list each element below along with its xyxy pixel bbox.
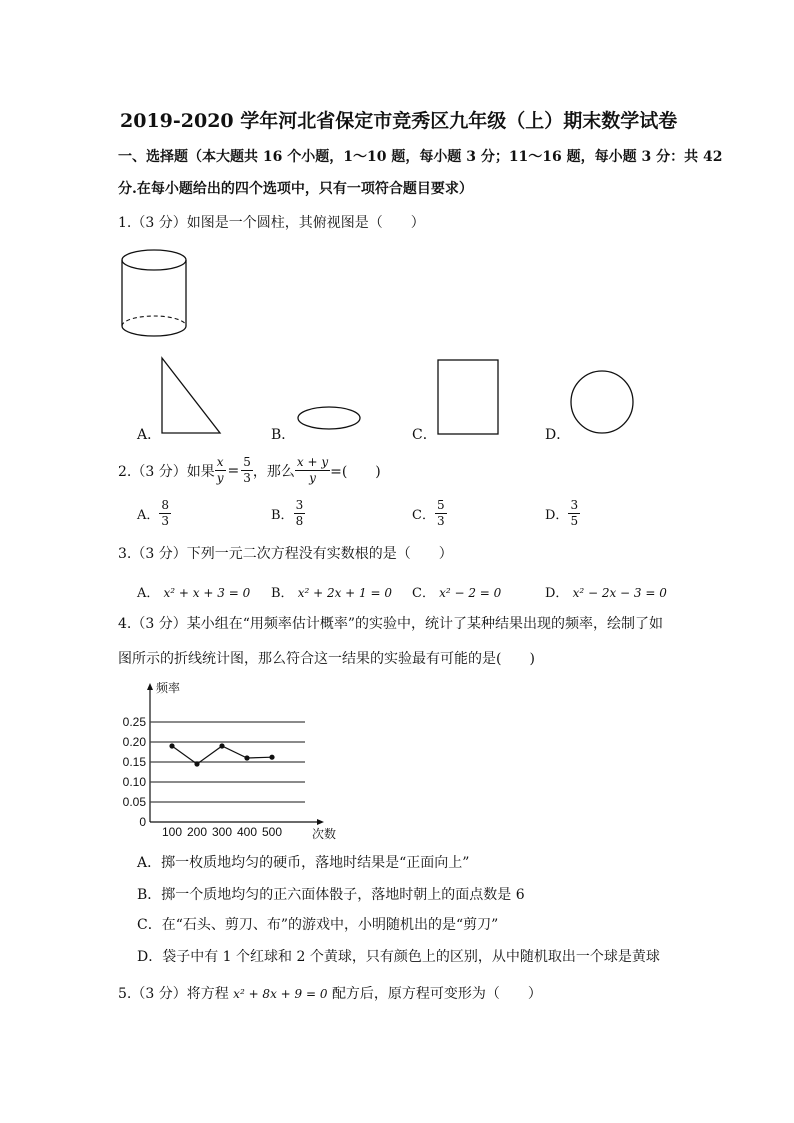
x-tick-label: 100: [161, 825, 183, 839]
q4-option-a: A．掷一枚质地均匀的硬币，落地时结果是“正面向上”: [137, 855, 470, 871]
q2-stem: [118, 455, 381, 486]
y-tick-label: 0.25: [122, 715, 146, 729]
q4-stem-line2: 图所示的折线统计图，那么符合这一结果的实验最有可能的是( ): [118, 651, 535, 667]
q2-option-a: [137, 498, 171, 529]
q4-option-d: D．袋子中有 1 个红球和 2 个黄球，只有颜色上的区别，从中随机取出一个球是黄球: [137, 949, 660, 965]
q1-option-c-label: C．: [412, 427, 437, 443]
data-point: [219, 743, 224, 748]
q3-option-b-equation: x² + 2x + 1 = 0: [297, 586, 393, 600]
q3-option-c: [412, 582, 501, 601]
q2-option-a-label: A．: [137, 508, 160, 523]
q1-option-b-label: B．: [271, 427, 296, 443]
q1-option-d-label: D．: [545, 427, 571, 443]
frequency-line-chart: [110, 680, 360, 840]
q1-stem: 1.（3 分）如图是一个圆柱，其俯视图是（ ）: [118, 215, 425, 231]
q2-option-d-numerator: 3: [570, 498, 579, 512]
q2-option-b-fraction: [294, 498, 306, 529]
q2-val-denominator: 3: [243, 471, 251, 485]
q2-option-d-denominator: 5: [570, 514, 579, 528]
q2-val-numerator: 5: [243, 455, 251, 469]
cylinder-figure: [118, 246, 198, 346]
q1-option-a-label: A．: [137, 427, 162, 443]
q4-stem-line1: 4.（3 分）某小组在“用频率估计概率”的实验中，统计了某种结果出现的频率，绘制了如: [118, 616, 664, 632]
q2-option-b-denominator: 8: [295, 514, 304, 528]
q2-option-a-fraction: [159, 498, 171, 529]
q2-option-b-label: B．: [271, 508, 294, 523]
q3-option-a-equation: x² + x + 3 = 0: [163, 586, 251, 600]
q3-option-c-label: C．: [412, 586, 435, 601]
x-tick-label: 300: [211, 825, 233, 839]
y-tick-label: 0.15: [122, 755, 146, 769]
q2-option-c-numerator: 5: [436, 498, 445, 512]
section-heading-line1: 一、选择题（本大题共 16 个小题，1～10 题，每小题 3 分；11～16 题，每小题 3 分：共 42: [118, 149, 723, 165]
q2-suffix: =( ): [330, 463, 381, 480]
q3-option-a-label: A．: [137, 586, 160, 601]
y-tick-label: 0.05: [122, 795, 146, 809]
circle-figure: [569, 370, 637, 438]
x-tick-label: 200: [186, 825, 208, 839]
q2-mid: ，那么: [252, 463, 295, 480]
q3-option-d: [545, 582, 667, 601]
x-tick-label: 500: [261, 825, 283, 839]
q2-expression-fraction: [295, 455, 330, 486]
q2-option-a-numerator: 8: [161, 498, 170, 512]
data-point: [169, 743, 174, 748]
q2-value-fraction: [241, 455, 253, 486]
y-tick-label: 0: [139, 815, 146, 829]
q3-option-c-equation: x² − 2 = 0: [439, 586, 502, 600]
data-point: [194, 761, 199, 766]
x-axis-label: 次数: [312, 827, 337, 841]
q3-option-d-equation: x² − 2x − 3 = 0: [572, 586, 667, 600]
q4-option-c: C．在“石头、剪刀、布”的游戏中，小明随机出的是“剪刀”: [137, 917, 499, 933]
triangle-figure: [160, 356, 224, 436]
q3-option-b-label: B．: [271, 586, 294, 601]
q2-option-d: [545, 498, 580, 529]
q2-cond-denominator: y: [216, 471, 224, 485]
q2-option-d-fraction: [568, 498, 580, 529]
y-axis-label: 频率: [156, 681, 181, 695]
q3-option-a: [137, 582, 250, 601]
q2-option-c: [412, 498, 447, 529]
q3-option-b: [271, 582, 392, 601]
y-tick-label: 0.10: [122, 775, 146, 789]
q2-cond-numerator: x: [216, 455, 224, 469]
q5-equation: x² + 8x + 9 = 0: [233, 987, 328, 1001]
q2-equals: =: [227, 462, 240, 479]
data-point: [244, 755, 249, 760]
q2-option-c-fraction: [435, 498, 447, 529]
q5-suffix: 配方后，原方程可变形为（ ）: [331, 986, 542, 1002]
x-tick-label: 400: [236, 825, 258, 839]
q5-stem: [118, 983, 542, 1003]
q2-option-b-numerator: 3: [295, 498, 304, 512]
q2-expr-denominator: y: [309, 471, 316, 485]
q2-expr-numerator: x + y: [296, 455, 329, 469]
page-title: 2019-2020 学年河北省保定市竞秀区九年级（上）期末数学试卷: [120, 110, 678, 132]
y-tick-label: 0.20: [122, 735, 146, 749]
q3-stem: 3.（3 分）下列一元二次方程没有实数根的是（ ）: [118, 546, 453, 562]
q2-option-d-label: D．: [545, 508, 569, 523]
x-axis-arrow: [317, 819, 324, 825]
q4-option-b: B．掷一个质地均匀的正六面体骰子，落地时朝上的面点数是 6: [137, 887, 525, 903]
data-point: [269, 755, 274, 760]
y-axis-arrow: [147, 683, 153, 690]
q2-condition-fraction: [215, 455, 226, 486]
q5-prefix: 5.（3 分）将方程: [118, 986, 229, 1002]
q2-option-b: [271, 498, 305, 529]
q2-option-c-label: C．: [412, 508, 435, 523]
rectangle-figure: [437, 359, 501, 437]
q2-option-a-denominator: 3: [161, 514, 170, 528]
ellipse-figure: [296, 406, 366, 434]
series-line: [172, 746, 272, 764]
section-heading-line2: 分.在每小题给出的四个选项中，只有一项符合题目要求）: [118, 181, 473, 197]
q2-prefix: 2.（3 分）如果: [118, 463, 215, 480]
q3-option-d-label: D．: [545, 586, 569, 601]
q2-option-c-denominator: 3: [436, 514, 445, 528]
